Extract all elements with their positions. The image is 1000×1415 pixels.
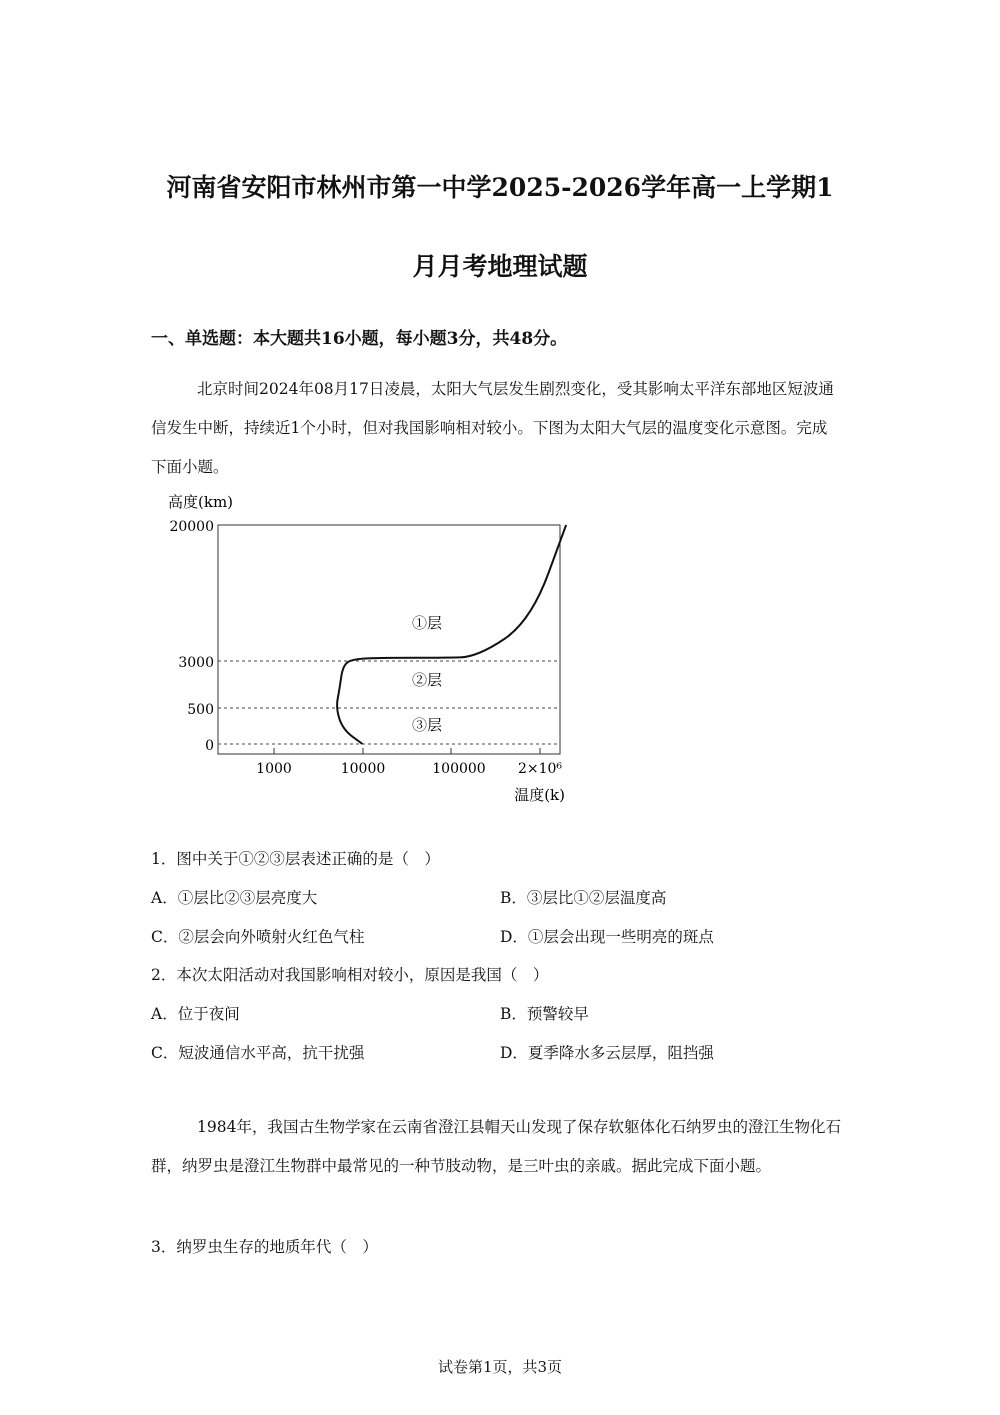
q2-option-b[interactable]: B．预警较早	[500, 1005, 589, 1023]
page-footer: 试卷第1页，共3页	[437, 1358, 563, 1376]
x-tick-label: 2×10⁶	[517, 761, 563, 777]
q2-option-d[interactable]: D．夏季降水多云层厚，阻挡强	[500, 1044, 714, 1062]
layer-label-1: ①层	[412, 614, 443, 632]
q1-option-a[interactable]: A．①层比②③层亮度大	[151, 889, 318, 907]
y-tick-label: 3000	[178, 655, 214, 671]
x-tick-label: 100000	[432, 761, 486, 777]
q3-stem: 3．纳罗虫生存的地质年代（ ）	[151, 1238, 378, 1256]
title-line-2: 月月考地理试题	[412, 252, 588, 281]
q1-option-c[interactable]: C．②层会向外喷射火红色气柱	[151, 928, 365, 946]
q1-option-b[interactable]: B．③层比①②层温度高	[500, 889, 667, 907]
section-heading: 一、单选题：本大题共16小题，每小题3分，共48分。	[151, 329, 568, 349]
y-tick-label: 0	[205, 738, 214, 754]
layer-label-3: ③层	[412, 716, 443, 734]
q1-stem: 1．图中关于①②③层表述正确的是（ ）	[151, 850, 440, 868]
chart-xlabel: 温度(k)	[514, 786, 565, 804]
q2-option-c[interactable]: C．短波通信水平高，抗干扰强	[151, 1044, 365, 1062]
q2-option-a[interactable]: A．位于夜间	[151, 1005, 240, 1023]
chart-ylabel: 高度(km)	[168, 493, 234, 511]
y-tick-label: 500	[187, 702, 214, 718]
solar-atmosphere-chart	[160, 486, 580, 816]
title-line-1: 河南省安阳市林州市第一中学2025-2026学年高一上学期1	[166, 173, 834, 202]
x-tick-label: 10000	[340, 761, 386, 777]
q2-stem: 2．本次太阳活动对我国影响相对较小，原因是我国（ ）	[151, 966, 549, 984]
x-tick-label: 1000	[256, 761, 292, 777]
y-tick-label: 20000	[169, 519, 214, 535]
chart-frame	[218, 525, 560, 754]
passage-1: 北京时间2024年08月17日凌晨，太阳大气层发生剧烈变化，受其影响太平洋东部地区短波通信发生中断，持续近1个小时，但对我国影响相对较小。下图为太阳大气层的温度变化示意图。完成下面小题。	[151, 380, 834, 476]
passage-2: 1984年，我国古生物学家在云南省澄江县帽天山发现了保存软躯体化石纳罗虫的澄江生物化石群，纳罗虫是澄江生物群中最常见的一种节肢动物，是三叶虫的亲戚。据此完成下面小题。	[151, 1118, 841, 1175]
q1-option-d[interactable]: D．①层会出现一些明亮的斑点	[500, 928, 714, 946]
layer-label-2: ②层	[412, 671, 443, 689]
temperature-curve	[337, 525, 566, 744]
